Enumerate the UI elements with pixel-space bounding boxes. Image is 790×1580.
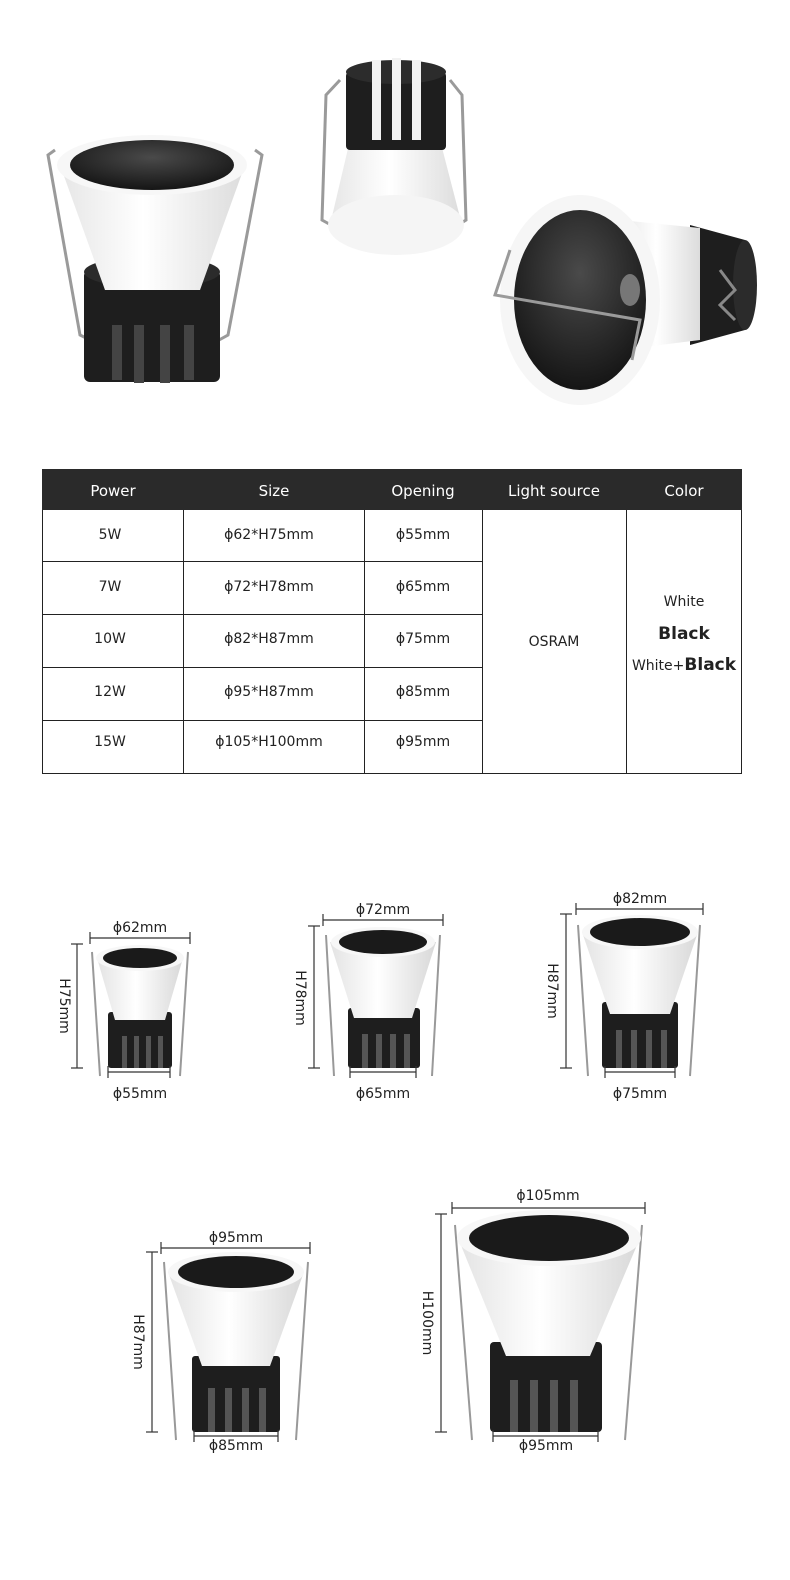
cell-power: 10W (94, 631, 126, 647)
cell-size: ϕ105*H100mm (215, 734, 323, 750)
opening-diameter-label: ϕ65mm (355, 1086, 411, 1102)
height-label: H78mm (292, 970, 308, 1026)
header-power: Power (90, 482, 136, 500)
top-diameter-label: ϕ105mm (516, 1188, 580, 1204)
header-color: Color (664, 482, 704, 500)
color-option-combo (626, 655, 742, 675)
product-photos (0, 0, 790, 430)
top-diameter-label: ϕ95mm (208, 1230, 264, 1246)
opening-diameter-label: ϕ75mm (612, 1086, 668, 1102)
dimension-drawing-2 (292, 902, 443, 1102)
cell-opening: ϕ65mm (395, 579, 451, 595)
dimension-drawing-4 (130, 1230, 310, 1454)
height-label: H75mm (56, 978, 72, 1034)
cell-size: ϕ82*H87mm (224, 631, 314, 647)
height-label: H87mm (130, 1314, 146, 1370)
row-divider (42, 561, 483, 562)
header-opening: Opening (391, 482, 455, 500)
combo-white-label: White+ (631, 658, 685, 674)
dimension-drawing-3 (544, 891, 703, 1102)
downlight-photo-back (322, 58, 466, 255)
top-diameter-label: ϕ62mm (112, 920, 168, 936)
top-diameter-label: ϕ82mm (612, 891, 668, 907)
cell-size: ϕ72*H78mm (224, 579, 314, 595)
row-divider (42, 720, 483, 721)
table-header (42, 469, 742, 510)
cell-opening: ϕ95mm (395, 734, 451, 750)
dimension-drawing-1 (56, 920, 190, 1102)
dimension-drawings (0, 880, 790, 1470)
cell-power: 12W (94, 684, 126, 700)
header-light-source: Light source (507, 482, 600, 500)
opening-diameter-label: ϕ55mm (112, 1086, 168, 1102)
height-label: H100mm (419, 1290, 435, 1356)
cell-opening: ϕ85mm (395, 684, 451, 700)
cell-size: ϕ95*H87mm (224, 684, 314, 700)
cell-power: 5W (98, 527, 122, 543)
row-divider (42, 614, 483, 615)
cell-opening: ϕ55mm (395, 527, 451, 543)
top-diameter-label: ϕ72mm (355, 902, 411, 918)
row-divider (42, 667, 483, 668)
opening-diameter-label: ϕ95mm (518, 1438, 574, 1454)
dimension-drawing-5 (419, 1188, 645, 1454)
table-border-bottom (42, 773, 742, 774)
cell-light-source: OSRAM (528, 634, 580, 650)
downlight-photo-side (495, 195, 757, 405)
cell-opening: ϕ75mm (395, 631, 451, 647)
cell-power: 7W (98, 579, 122, 595)
height-label: H87mm (544, 963, 560, 1019)
combo-black-label: Black (684, 655, 737, 675)
header-size: Size (258, 482, 290, 500)
downlight-photo-front (48, 135, 262, 383)
color-option-black: Black (658, 624, 710, 644)
cell-power: 15W (94, 734, 126, 750)
cell-size: ϕ62*H75mm (224, 527, 314, 543)
opening-diameter-label: ϕ85mm (208, 1438, 264, 1454)
color-option-white: White (663, 594, 705, 610)
